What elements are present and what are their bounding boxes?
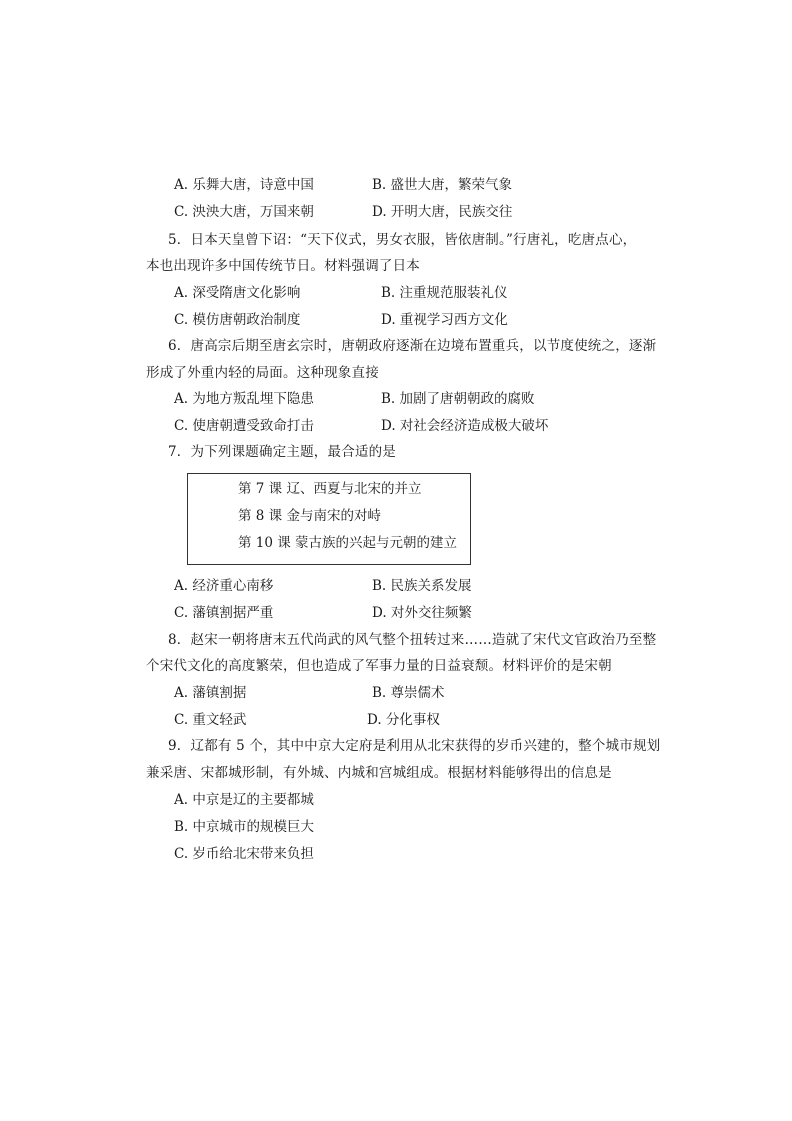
q7-option-b: B. 民族关系发展	[372, 578, 472, 594]
q8-option-d: D. 分化事权	[367, 712, 440, 728]
q9-stem-line1: 9．辽都有 5 个，其中中京大定府是利用从北宋获得的岁币兴建的，整个城市规划	[168, 738, 661, 754]
q7-stem-line1: 7．为下列课题确定主题，最合适的是	[168, 444, 396, 460]
q6-stem-line2: 形成了外重内轻的局面。这种现象直接	[146, 365, 379, 381]
q6-option-c: C. 使唐朝遭受致命打击	[174, 418, 314, 434]
q4-option-c: C. 泱泱大唐，万国来朝	[174, 204, 314, 220]
q5-option-d: D. 重视学习西方文化	[381, 312, 508, 328]
lesson-7-title: 第 7 课 辽、西夏与北宋的并立	[238, 481, 422, 497]
q9-option-b: B. 中京城市的规模巨大	[174, 819, 315, 835]
lesson-8-title: 第 8 课 金与南宋的对峙	[238, 508, 381, 524]
q7-option-a: A. 经济重心南移	[174, 578, 274, 594]
q5-option-a: A. 深受隋唐文化影响	[174, 285, 301, 301]
q5-option-b: B. 注重规范服装礼仪	[381, 285, 508, 301]
q4-option-b: B. 盛世大唐，繁荣气象	[372, 177, 513, 193]
q5-stem-line1: 5．日本天皇曾下诏：“天下仪式，男女衣服，皆依唐制。”行唐礼，吃唐点心，	[168, 232, 637, 248]
q9-option-a: A. 中京是辽的主要都城	[174, 792, 314, 808]
q6-option-b: B. 加剧了唐朝朝政的腐败	[381, 391, 535, 407]
q6-option-d: D. 对社会经济造成极大破坏	[381, 418, 549, 434]
q5-option-c: C. 模仿唐朝政治制度	[174, 312, 301, 328]
q8-option-c: C. 重文轻武	[174, 712, 247, 728]
lesson-10-title: 第 10 课 蒙古族的兴起与元朝的建立	[238, 535, 458, 551]
q4-option-d: D. 开明大唐，民族交往	[372, 204, 513, 220]
q7-option-c: C. 藩镇割据严重	[174, 605, 274, 621]
q6-option-a: A. 为地方叛乱埋下隐患	[174, 391, 314, 407]
q8-stem-line1: 8．赵宋一朝将唐末五代尚武的风气整个扭转过来……造就了宋代文官政治乃至整	[168, 632, 657, 648]
q8-option-a: A. 藩镇割据	[174, 685, 247, 701]
q4-option-a: A. 乐舞大唐，诗意中国	[174, 177, 314, 193]
q6-stem-line1: 6．唐高宗后期至唐玄宗时，唐朝政府逐渐在边境布置重兵，以节度使统之，逐渐	[168, 338, 657, 354]
q9-option-c: C. 岁币给北宋带来负担	[174, 846, 314, 862]
q8-option-b: B. 尊崇儒术	[372, 685, 445, 701]
q8-stem-line2: 个宋代文化的高度繁荣，但也造成了军事力量的日益衰颓。材料评价的是宋朝	[146, 658, 612, 674]
q7-option-d: D. 对外交往频繁	[372, 605, 472, 621]
q5-stem-line2: 本也出现许多中国传统节日。材料强调了日本	[146, 258, 420, 274]
lesson-topics-box	[187, 473, 471, 565]
q9-stem-line2: 兼采唐、宋都城形制，有外城、内城和宫城组成。根据材料能够得出的信息是	[146, 765, 612, 781]
